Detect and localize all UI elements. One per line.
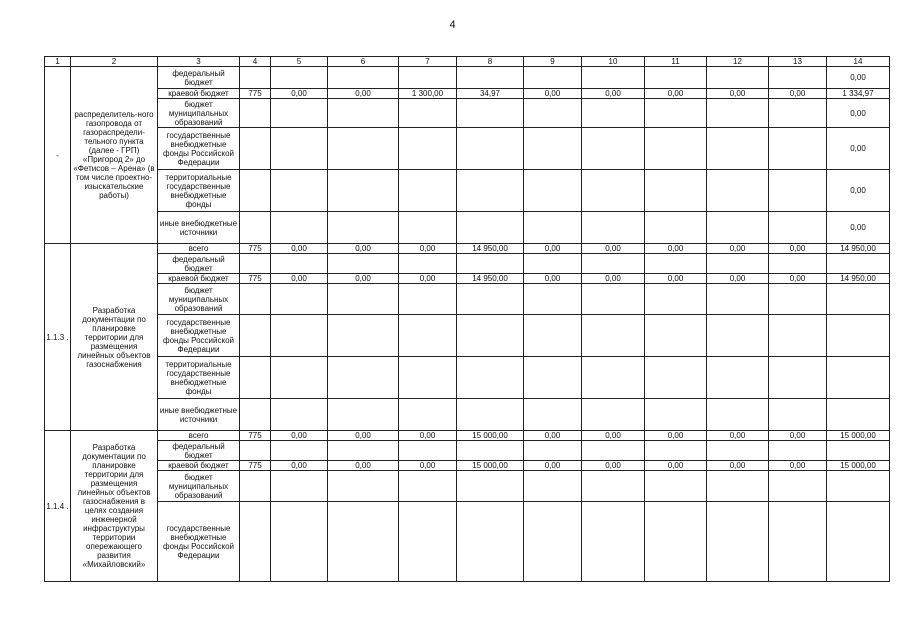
- header-cell: 11: [645, 57, 707, 67]
- value-cell-c6: [328, 99, 399, 128]
- value-cell-c12: 0,00: [707, 89, 769, 99]
- value-cell-c8: [457, 399, 524, 431]
- header-row: [45, 57, 890, 67]
- value-cell-c9: [524, 128, 582, 170]
- value-cell-c7: [399, 212, 457, 244]
- value-cell-c13: [769, 212, 827, 244]
- value-cell-c4: 775: [240, 244, 271, 254]
- budget-table: [44, 56, 890, 582]
- value-cell-c10: [582, 471, 645, 502]
- value-cell-c12: [707, 67, 769, 89]
- value-cell-c9: 0,00: [524, 89, 582, 99]
- header-cell: 8: [457, 57, 524, 67]
- value-cell-c8: 14 950,00: [457, 274, 524, 284]
- value-cell-c9: [524, 471, 582, 502]
- header-cell: 5: [271, 57, 328, 67]
- value-cell-c5: 0,00: [271, 89, 328, 99]
- funding-source: иные внебюджетные источники: [158, 399, 240, 431]
- value-cell-c8: [457, 284, 524, 315]
- value-cell-c9: [524, 212, 582, 244]
- value-cell-c12: [707, 357, 769, 399]
- funding-source: территориальные государственные внебюджетные фонды: [158, 357, 240, 399]
- table-row: [45, 441, 890, 461]
- value-cell-c4: [240, 99, 271, 128]
- table-row: [45, 357, 890, 399]
- value-cell-c13: [769, 170, 827, 212]
- value-cell-c10: [582, 399, 645, 431]
- table-row: [45, 89, 890, 99]
- value-cell-c12: 0,00: [707, 431, 769, 441]
- header-cell: 2: [71, 57, 158, 67]
- header-cell: 12: [707, 57, 769, 67]
- table-row: [45, 244, 890, 254]
- value-cell-c4: 775: [240, 461, 271, 471]
- value-cell-c7: [399, 99, 457, 128]
- value-cell-c5: [271, 67, 328, 89]
- value-cell-c10: [582, 357, 645, 399]
- value-cell-c14: [827, 441, 890, 461]
- value-cell-c10: [582, 128, 645, 170]
- table-row: [45, 315, 890, 357]
- item-number: -: [45, 67, 71, 244]
- value-cell-c13: [769, 254, 827, 274]
- value-cell-c6: [328, 471, 399, 502]
- value-cell-c14: [827, 284, 890, 315]
- value-cell-c13: [769, 99, 827, 128]
- value-cell-c5: 0,00: [271, 244, 328, 254]
- value-cell-c13: [769, 357, 827, 399]
- value-cell-c9: 0,00: [524, 431, 582, 441]
- value-cell-c4: [240, 67, 271, 89]
- value-cell-c7: [399, 471, 457, 502]
- table-row: [45, 67, 890, 89]
- item-description: Разработка документации по планировке территории для размещения линейных объектов газоснабжения в целях создания инженерной инфраструктуры территории опережающего развития «Михайловский»: [71, 431, 158, 582]
- value-cell-c12: [707, 170, 769, 212]
- value-cell-c10: 0,00: [582, 431, 645, 441]
- value-cell-c11: 0,00: [645, 431, 707, 441]
- value-cell-c11: [645, 399, 707, 431]
- value-cell-c7: 0,00: [399, 244, 457, 254]
- value-cell-c7: [399, 170, 457, 212]
- value-cell-c7: 1 300,00: [399, 89, 457, 99]
- value-cell-c13: [769, 399, 827, 431]
- value-cell-c13: 0,00: [769, 244, 827, 254]
- value-cell-c5: [271, 441, 328, 461]
- item-description: распределитель-ного газопровода от газораспредели-тельного пункта (далее - ГРП) «Пригород 2» до «Фетисов – Арена» (в том числе проектно-изыскательские работы): [71, 67, 158, 244]
- value-cell-c6: [328, 357, 399, 399]
- value-cell-c12: [707, 284, 769, 315]
- table-row: [45, 99, 890, 128]
- value-cell-c5: 0,00: [271, 461, 328, 471]
- value-cell-c7: 0,00: [399, 431, 457, 441]
- value-cell-c7: [399, 399, 457, 431]
- value-cell-c4: [240, 284, 271, 315]
- value-cell-c6: [328, 441, 399, 461]
- value-cell-c4: [240, 502, 271, 582]
- value-cell-c9: [524, 502, 582, 582]
- value-cell-c11: [645, 254, 707, 274]
- value-cell-c10: [582, 67, 645, 89]
- value-cell-c14: 0,00: [827, 99, 890, 128]
- funding-source: государственные внебюджетные фонды Российской Федерации: [158, 315, 240, 357]
- value-cell-c6: [328, 502, 399, 582]
- value-cell-c11: [645, 284, 707, 315]
- value-cell-c4: [240, 441, 271, 461]
- value-cell-c10: [582, 284, 645, 315]
- value-cell-c7: [399, 254, 457, 274]
- value-cell-c12: 0,00: [707, 274, 769, 284]
- value-cell-c11: [645, 67, 707, 89]
- table-row: [45, 399, 890, 431]
- item-number: 1.1.4 .: [45, 431, 71, 582]
- table-row: [45, 128, 890, 170]
- value-cell-c5: [271, 399, 328, 431]
- value-cell-c9: [524, 315, 582, 357]
- value-cell-c12: [707, 441, 769, 461]
- value-cell-c11: [645, 441, 707, 461]
- item-description: Разработка документации по планировке территории для размещения линейных объектов газоснабжения: [71, 244, 158, 431]
- value-cell-c14: [827, 315, 890, 357]
- header-cell: 14: [827, 57, 890, 67]
- header-cell: 4: [240, 57, 271, 67]
- value-cell-c4: [240, 254, 271, 274]
- value-cell-c14: 0,00: [827, 212, 890, 244]
- value-cell-c8: 15 000,00: [457, 461, 524, 471]
- value-cell-c11: [645, 99, 707, 128]
- value-cell-c4: [240, 471, 271, 502]
- funding-source: краевой бюджет: [158, 274, 240, 284]
- value-cell-c7: [399, 315, 457, 357]
- value-cell-c4: [240, 212, 271, 244]
- value-cell-c13: [769, 471, 827, 502]
- value-cell-c5: [271, 128, 328, 170]
- value-cell-c5: [271, 357, 328, 399]
- value-cell-c10: [582, 502, 645, 582]
- header-cell: 6: [328, 57, 399, 67]
- value-cell-c8: [457, 67, 524, 89]
- value-cell-c8: [457, 128, 524, 170]
- value-cell-c11: [645, 471, 707, 502]
- value-cell-c6: [328, 212, 399, 244]
- value-cell-c10: 0,00: [582, 274, 645, 284]
- value-cell-c14: [827, 357, 890, 399]
- value-cell-c5: [271, 315, 328, 357]
- value-cell-c14: [827, 471, 890, 502]
- value-cell-c13: [769, 315, 827, 357]
- value-cell-c11: [645, 357, 707, 399]
- value-cell-c4: [240, 128, 271, 170]
- value-cell-c4: 775: [240, 274, 271, 284]
- value-cell-c9: [524, 99, 582, 128]
- value-cell-c8: [457, 357, 524, 399]
- value-cell-c8: [457, 254, 524, 274]
- page-number: 4: [449, 19, 456, 31]
- value-cell-c14: 15 000,00: [827, 431, 890, 441]
- value-cell-c5: [271, 502, 328, 582]
- value-cell-c10: 0,00: [582, 461, 645, 471]
- funding-source: бюджет муниципальных образований: [158, 471, 240, 502]
- value-cell-c4: [240, 170, 271, 212]
- value-cell-c9: [524, 441, 582, 461]
- value-cell-c8: [457, 315, 524, 357]
- funding-source: федеральный бюджет: [158, 67, 240, 89]
- value-cell-c10: [582, 99, 645, 128]
- value-cell-c4: [240, 357, 271, 399]
- value-cell-c8: 34,97: [457, 89, 524, 99]
- value-cell-c6: [328, 67, 399, 89]
- value-cell-c5: 0,00: [271, 274, 328, 284]
- value-cell-c9: [524, 399, 582, 431]
- value-cell-c8: 15 000,00: [457, 431, 524, 441]
- value-cell-c5: [271, 212, 328, 244]
- value-cell-c13: 0,00: [769, 89, 827, 99]
- table-row: [45, 471, 890, 502]
- header-cell: 3: [158, 57, 240, 67]
- value-cell-c8: [457, 99, 524, 128]
- value-cell-c10: [582, 170, 645, 212]
- funding-source: бюджет муниципальных образований: [158, 284, 240, 315]
- value-cell-c11: [645, 170, 707, 212]
- value-cell-c14: [827, 399, 890, 431]
- value-cell-c10: [582, 315, 645, 357]
- value-cell-c6: 0,00: [328, 274, 399, 284]
- value-cell-c12: [707, 128, 769, 170]
- value-cell-c12: 0,00: [707, 461, 769, 471]
- value-cell-c13: [769, 502, 827, 582]
- header-cell: 7: [399, 57, 457, 67]
- value-cell-c7: [399, 128, 457, 170]
- value-cell-c9: [524, 170, 582, 212]
- value-cell-c9: [524, 67, 582, 89]
- value-cell-c9: [524, 357, 582, 399]
- value-cell-c6: [328, 399, 399, 431]
- funding-source: краевой бюджет: [158, 89, 240, 99]
- value-cell-c13: [769, 284, 827, 315]
- value-cell-c14: 14 950,00: [827, 244, 890, 254]
- value-cell-c10: [582, 441, 645, 461]
- value-cell-c5: 0,00: [271, 431, 328, 441]
- value-cell-c12: [707, 399, 769, 431]
- value-cell-c6: 0,00: [328, 89, 399, 99]
- table-row: [45, 170, 890, 212]
- value-cell-c4: [240, 399, 271, 431]
- value-cell-c14: 15 000,00: [827, 461, 890, 471]
- value-cell-c14: 14 950,00: [827, 274, 890, 284]
- value-cell-c11: [645, 502, 707, 582]
- funding-source: государственные внебюджетные фонды Российской Федерации: [158, 502, 240, 582]
- table-row: [45, 502, 890, 582]
- value-cell-c11: 0,00: [645, 244, 707, 254]
- value-cell-c7: [399, 441, 457, 461]
- value-cell-c11: [645, 315, 707, 357]
- value-cell-c12: [707, 212, 769, 244]
- value-cell-c6: 0,00: [328, 461, 399, 471]
- value-cell-c11: [645, 128, 707, 170]
- funding-source: всего: [158, 431, 240, 441]
- funding-source: краевой бюджет: [158, 461, 240, 471]
- value-cell-c14: 1 334,97: [827, 89, 890, 99]
- header-cell: 10: [582, 57, 645, 67]
- funding-source: федеральный бюджет: [158, 254, 240, 274]
- value-cell-c12: 0,00: [707, 244, 769, 254]
- funding-source: федеральный бюджет: [158, 441, 240, 461]
- value-cell-c13: [769, 67, 827, 89]
- value-cell-c13: 0,00: [769, 431, 827, 441]
- item-number: 1.1.3 .: [45, 244, 71, 431]
- value-cell-c9: 0,00: [524, 461, 582, 471]
- value-cell-c8: [457, 170, 524, 212]
- value-cell-c6: [328, 315, 399, 357]
- value-cell-c12: [707, 471, 769, 502]
- table-row: [45, 431, 890, 441]
- value-cell-c5: [271, 170, 328, 212]
- value-cell-c6: 0,00: [328, 244, 399, 254]
- value-cell-c12: [707, 254, 769, 274]
- value-cell-c9: [524, 284, 582, 315]
- value-cell-c9: [524, 254, 582, 274]
- value-cell-c11: 0,00: [645, 89, 707, 99]
- value-cell-c9: 0,00: [524, 274, 582, 284]
- value-cell-c8: [457, 441, 524, 461]
- header-cell: 13: [769, 57, 827, 67]
- value-cell-c4: 775: [240, 89, 271, 99]
- value-cell-c10: 0,00: [582, 89, 645, 99]
- value-cell-c8: [457, 471, 524, 502]
- value-cell-c7: [399, 357, 457, 399]
- value-cell-c9: 0,00: [524, 244, 582, 254]
- header-cell: 1: [45, 57, 71, 67]
- value-cell-c14: 0,00: [827, 67, 890, 89]
- value-cell-c12: [707, 315, 769, 357]
- value-cell-c10: 0,00: [582, 244, 645, 254]
- value-cell-c7: 0,00: [399, 461, 457, 471]
- value-cell-c13: [769, 128, 827, 170]
- value-cell-c5: [271, 284, 328, 315]
- funding-source: всего: [158, 244, 240, 254]
- value-cell-c8: [457, 212, 524, 244]
- table-row: [45, 254, 890, 274]
- table-row: [45, 284, 890, 315]
- value-cell-c5: [271, 99, 328, 128]
- value-cell-c7: [399, 284, 457, 315]
- funding-source: территориальные государственные внебюджетные фонды: [158, 170, 240, 212]
- value-cell-c14: [827, 254, 890, 274]
- value-cell-c14: 0,00: [827, 170, 890, 212]
- table-row: [45, 274, 890, 284]
- value-cell-c8: 14 950,00: [457, 244, 524, 254]
- funding-source: иные внебюджетные источники: [158, 212, 240, 244]
- value-cell-c11: 0,00: [645, 274, 707, 284]
- value-cell-c6: [328, 284, 399, 315]
- value-cell-c7: [399, 502, 457, 582]
- value-cell-c10: [582, 254, 645, 274]
- value-cell-c6: [328, 254, 399, 274]
- value-cell-c10: [582, 212, 645, 244]
- header-cell: 9: [524, 57, 582, 67]
- value-cell-c11: 0,00: [645, 461, 707, 471]
- value-cell-c6: 0,00: [328, 431, 399, 441]
- table-row: [45, 461, 890, 471]
- value-cell-c8: [457, 502, 524, 582]
- value-cell-c12: [707, 99, 769, 128]
- value-cell-c4: 775: [240, 431, 271, 441]
- value-cell-c14: 0,00: [827, 128, 890, 170]
- value-cell-c5: [271, 471, 328, 502]
- value-cell-c12: [707, 502, 769, 582]
- value-cell-c7: 0,00: [399, 274, 457, 284]
- funding-source: государственные внебюджетные фонды Российской Федерации: [158, 128, 240, 170]
- value-cell-c7: [399, 67, 457, 89]
- table-row: [45, 212, 890, 244]
- value-cell-c13: [769, 441, 827, 461]
- value-cell-c13: 0,00: [769, 461, 827, 471]
- value-cell-c5: [271, 254, 328, 274]
- value-cell-c4: [240, 315, 271, 357]
- value-cell-c6: [328, 128, 399, 170]
- value-cell-c14: [827, 502, 890, 582]
- value-cell-c11: [645, 212, 707, 244]
- value-cell-c13: 0,00: [769, 274, 827, 284]
- value-cell-c6: [328, 170, 399, 212]
- funding-source: бюджет муниципальных образований: [158, 99, 240, 128]
